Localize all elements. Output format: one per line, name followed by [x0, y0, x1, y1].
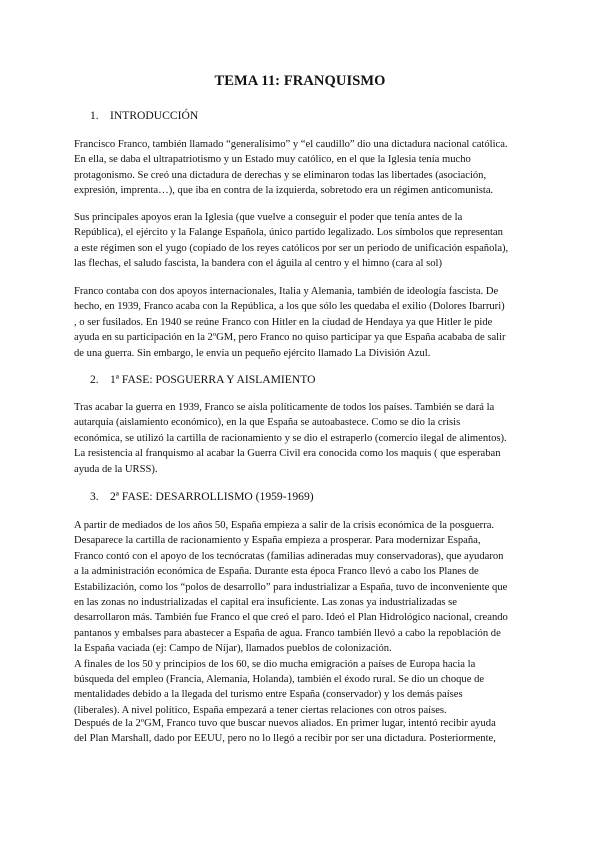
text-line: Tras acabar la guerra en 1939, Franco se aísla políticamente de todos los países. También se dará la — [74, 402, 495, 413]
text-line: del Plan Marshall, dado por EEUU, pero no lo llegó a recibir por ser una dictadura. Posteriormente, — [74, 733, 496, 745]
text-line: protagonismo. Se creó una dictadura de derechas y se eliminaron todas las libertades (asociación, — [74, 169, 487, 181]
text-line: la España vaciada (ej: Campo de Níjar), llamados pueblos de colonización. — [74, 643, 392, 655]
paragraph — [74, 400, 536, 477]
section-heading-posguerra — [90, 373, 315, 386]
paragraph — [74, 716, 536, 747]
document-title: TEMA 11: FRANQUISMO — [214, 73, 386, 89]
text-line: de una guerra. Sin embargo, le envía un pequeño ejército llamado La División Azul. — [74, 347, 431, 359]
text-line: hecho, en 1939, Franco acaba con la República, a los que sólo les quedaba el exilio (Dolores Ibarruri) — [74, 301, 505, 313]
text-line: República), el ejército y la Falange Española, único partido legalizado. Los símbolos que representan — [74, 227, 503, 239]
section-title: 2ª FASE: DESARROLLISMO (1959-1969) — [110, 490, 314, 503]
text-line: (liberales). A nivel político, España empezará a tener ciertas relaciones con otros países. — [74, 704, 447, 716]
section-title: 1ª FASE: POSGUERRA Y AISLAMIENTO — [110, 373, 316, 386]
text-line: a la administración económica de España. Durante esta época Franco llevó a cabo los Planes de — [74, 566, 479, 578]
text-line: A finales de los 50 y principios de los 60, se dio mucha emigración a países de Europa hacia la — [74, 658, 476, 670]
text-line: ayuda de la URSS). — [74, 463, 158, 475]
text-line: Franco contó con el apoyo de los tecnócratas (familias adineradas muy conservadoras), que ayudaron — [74, 550, 504, 562]
text-line: desarrollaron más. También fue Franco el que creó el paro. Ideó el Plan Hidrológico nacional, creando — [74, 612, 508, 624]
text-line: las flechas, el saludo fascista, la bandera con el águila al centro y el himno (cara al sol) — [74, 258, 442, 270]
text-line: Franco contaba con dos apoyos internacionales, Italia y Alemania, también de ideología fascista. De — [74, 286, 499, 297]
paragraph — [74, 137, 536, 199]
text-line: A partir de mediados de los años 50, España empieza a salir de la crisis económica de la posguerra. — [74, 520, 495, 531]
section-title: INTRODUCCIÓN — [110, 109, 199, 122]
text-line: Estabilización, como los “polos de desarrollo” para industrializar a España, tuvo de inconveniente que — [74, 581, 508, 593]
text-line: Después de la 2ºGM, Franco tuvo que buscar nuevos aliados. En primer lugar, intentó recibir ayuda — [74, 718, 496, 729]
text-line: expresión, imprenta…), que iba en contra de la izquierda, sobretodo era un régimen anticomunista. — [74, 185, 494, 197]
paragraph — [74, 210, 536, 272]
section-number: 3. — [90, 490, 99, 503]
text-line: Sus principales apoyos eran la Iglesia (que vuelve a conseguir el poder que tenía antes de la — [74, 212, 463, 223]
text-line: ayuda en su participación en la 2ºGM, pero Franco no quiso participar ya que España acababa de salir — [74, 332, 506, 344]
text-line: En ella, se daba el ultrapatriotismo y un Estado muy católico, en el que la Iglesia tenía mucho — [74, 154, 471, 166]
section-number: 1. — [90, 109, 99, 122]
text-line: autarquía (aislamiento económico), en la que España se autoabastece. Como se dio la crisis — [74, 417, 461, 429]
section-heading-desarrollismo — [90, 490, 314, 503]
paragraph — [74, 284, 536, 361]
text-line: Desaparece la cartilla de racionamiento y España empieza a prosperar. Para modernizar España, — [74, 535, 481, 547]
text-line: económica, se utilizó la cartilla de racionamiento y se dio el estraperlo (comercio ilegal de alimentos). — [74, 432, 507, 444]
text-line: a este régimen son el yugo (copiado de los reyes católicos por ser un periodo de unificación española), — [74, 242, 509, 254]
text-line: , o ser fusilados. En 1940 se reúne Franco con Hitler en la ciudad de Hendaya ya que Hitler le pide — [74, 316, 493, 328]
text-line: pantanos y embalses para abastecer a España de agua. Franco también llevó a cabo la repoblación de — [74, 627, 501, 639]
text-line: Francisco Franco, también llamado “generalísimo” y “el caudillo” dio una dictadura nacional católica. — [74, 139, 508, 150]
paragraph — [74, 518, 536, 718]
section-heading-introduccion — [90, 109, 198, 122]
text-line: La resistencia al franquismo al acabar la Guerra Civil era conocida como los maquis ( que esperaban — [74, 448, 501, 460]
text-line: en las zonas no industrializadas el capital era insuficiente. Las zonas ya industrializadas se — [74, 597, 457, 609]
text-line: mentalidades debido a la llegada del turismo entre España (conservador) y los demás países — [74, 689, 463, 701]
section-number: 2. — [90, 373, 99, 386]
text-line: búsqueda del empleo (Francia, Alemania, Holanda), también el éxodo rural. Se dio un choque de — [74, 674, 485, 686]
